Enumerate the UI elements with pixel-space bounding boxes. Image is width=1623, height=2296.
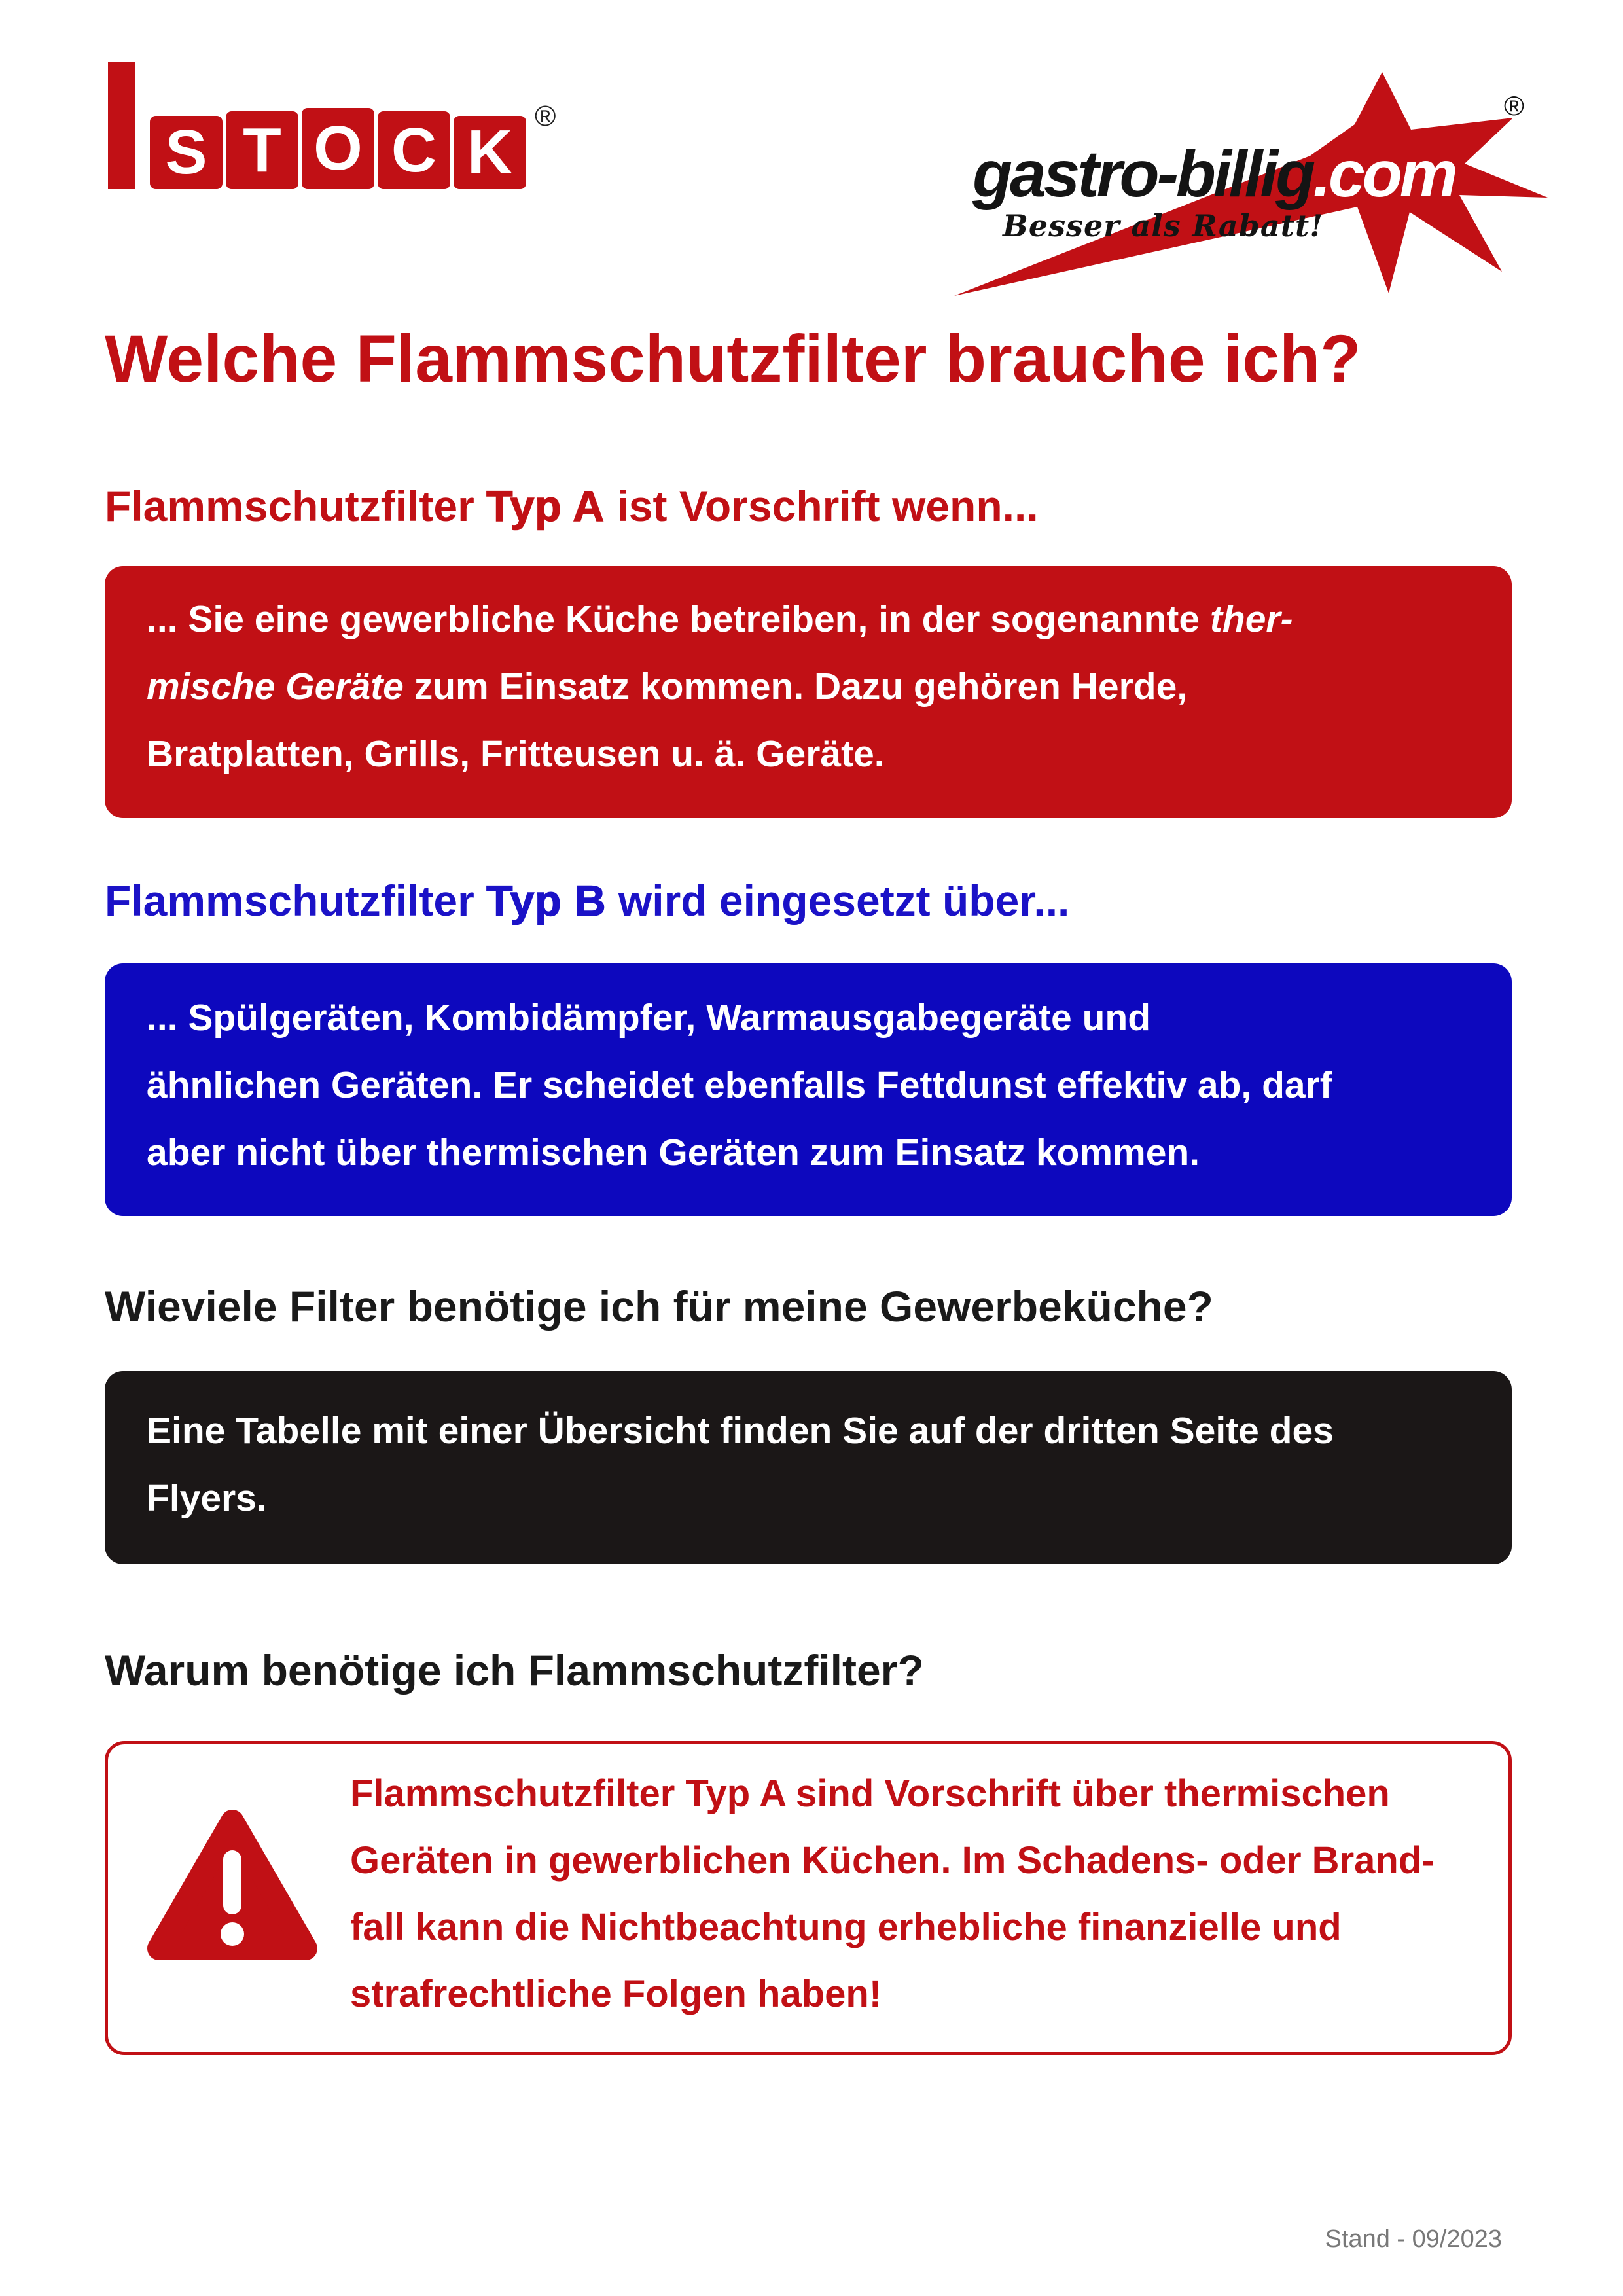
typ-b-box-line-3: aber nicht über thermischen Geräten zum Einsatz kommen. (147, 1132, 1200, 1174)
registered-trademark-icon: ® (535, 100, 556, 132)
typ-b-info-box (105, 963, 1512, 1216)
stock-logo (108, 62, 579, 193)
stock-letter-tile: C (378, 111, 450, 189)
typ-a-box-line-2 (147, 653, 1470, 721)
heading-typ-a-post: ist Vorschrift wenn... (605, 482, 1039, 530)
warning-box (105, 1741, 1512, 2055)
heading-typ-a-strong: Typ A (486, 482, 605, 530)
quantity-box-line-1: Eine Tabelle mit einer Übersicht finden Sie auf der dritten Seite des (147, 1410, 1334, 1452)
page-title: Welche Flammschutzfilter brauche ich? (105, 321, 1361, 396)
stock-letter-tile: T (226, 111, 298, 189)
heading-typ-a-pre: Flammschutzfilter (105, 482, 487, 530)
warning-line-3: fall kann die Nichtbeachtung erhebliche finanzielle und (350, 1906, 1342, 1948)
gastro-brand-name (972, 137, 1455, 211)
footer-version-note: Stand - 09/2023 (1325, 2225, 1502, 2253)
warning-triangle-icon (141, 1803, 324, 1967)
heading-why: Warum benötige ich Flammschutzfilter? (105, 1646, 924, 1695)
warning-text (350, 1761, 1435, 2028)
gastro-brand-com: .com (1313, 137, 1455, 211)
heading-typ-b-pre: Flammschutzfilter (105, 876, 487, 925)
typ-b-box-line-2: ähnlichen Geräten. Er scheidet ebenfalls Fettdunst effektiv ab, darf (147, 1064, 1332, 1106)
typ-b-box-line-1: ... Spülgeräten, Kombidämpfer, Warmausgabegeräte und (147, 997, 1151, 1039)
stock-letter-tile: O (302, 108, 374, 189)
typ-a-info-box (105, 566, 1512, 818)
gastro-billig-logo (942, 26, 1603, 308)
stock-logo-letters (150, 108, 526, 189)
typ-a-box-line-3: Bratplatten, Grills, Fritteusen u. ä. Geräte. (147, 733, 885, 775)
stock-logo-bar (108, 62, 135, 189)
registered-trademark-icon: ® (1504, 90, 1524, 121)
typ-a-line1-normal: ... Sie eine gewerbliche Küche betreiben, in der sogenannte (147, 598, 1210, 640)
heading-quantity: Wieviele Filter benötige ich für meine Gewerbeküche? (105, 1282, 1213, 1331)
quantity-info-box (105, 1371, 1512, 1564)
heading-typ-a (105, 484, 1039, 528)
warning-line-4: strafrechtliche Folgen haben! (350, 1973, 882, 2015)
heading-typ-b (105, 876, 1070, 925)
typ-a-line2-italic: mische Geräte (147, 666, 404, 708)
gastro-tagline: Besser als Rabatt! (1003, 208, 1324, 243)
gastro-brand-black: gastro-billig (972, 137, 1313, 211)
quantity-box-line-2: Flyers. (147, 1477, 267, 1519)
typ-a-line2-normal: zum Einsatz kommen. Dazu gehören Herde, (403, 666, 1188, 708)
heading-typ-b-post: wird eingesetzt über... (606, 876, 1070, 925)
typ-a-line1-italic: ther- (1209, 598, 1293, 640)
warning-line-2: Geräten in gewerblichen Küchen. Im Schadens- oder Brand- (350, 1839, 1435, 1882)
stock-letter-tile: S (150, 116, 223, 189)
stock-letter-tile: K (454, 116, 526, 189)
heading-typ-b-strong: Typ B (486, 876, 607, 925)
typ-a-box-line-1 (147, 586, 1470, 653)
warning-line-1: Flammschutzfilter Typ A sind Vorschrift über thermischen (350, 1772, 1390, 1815)
